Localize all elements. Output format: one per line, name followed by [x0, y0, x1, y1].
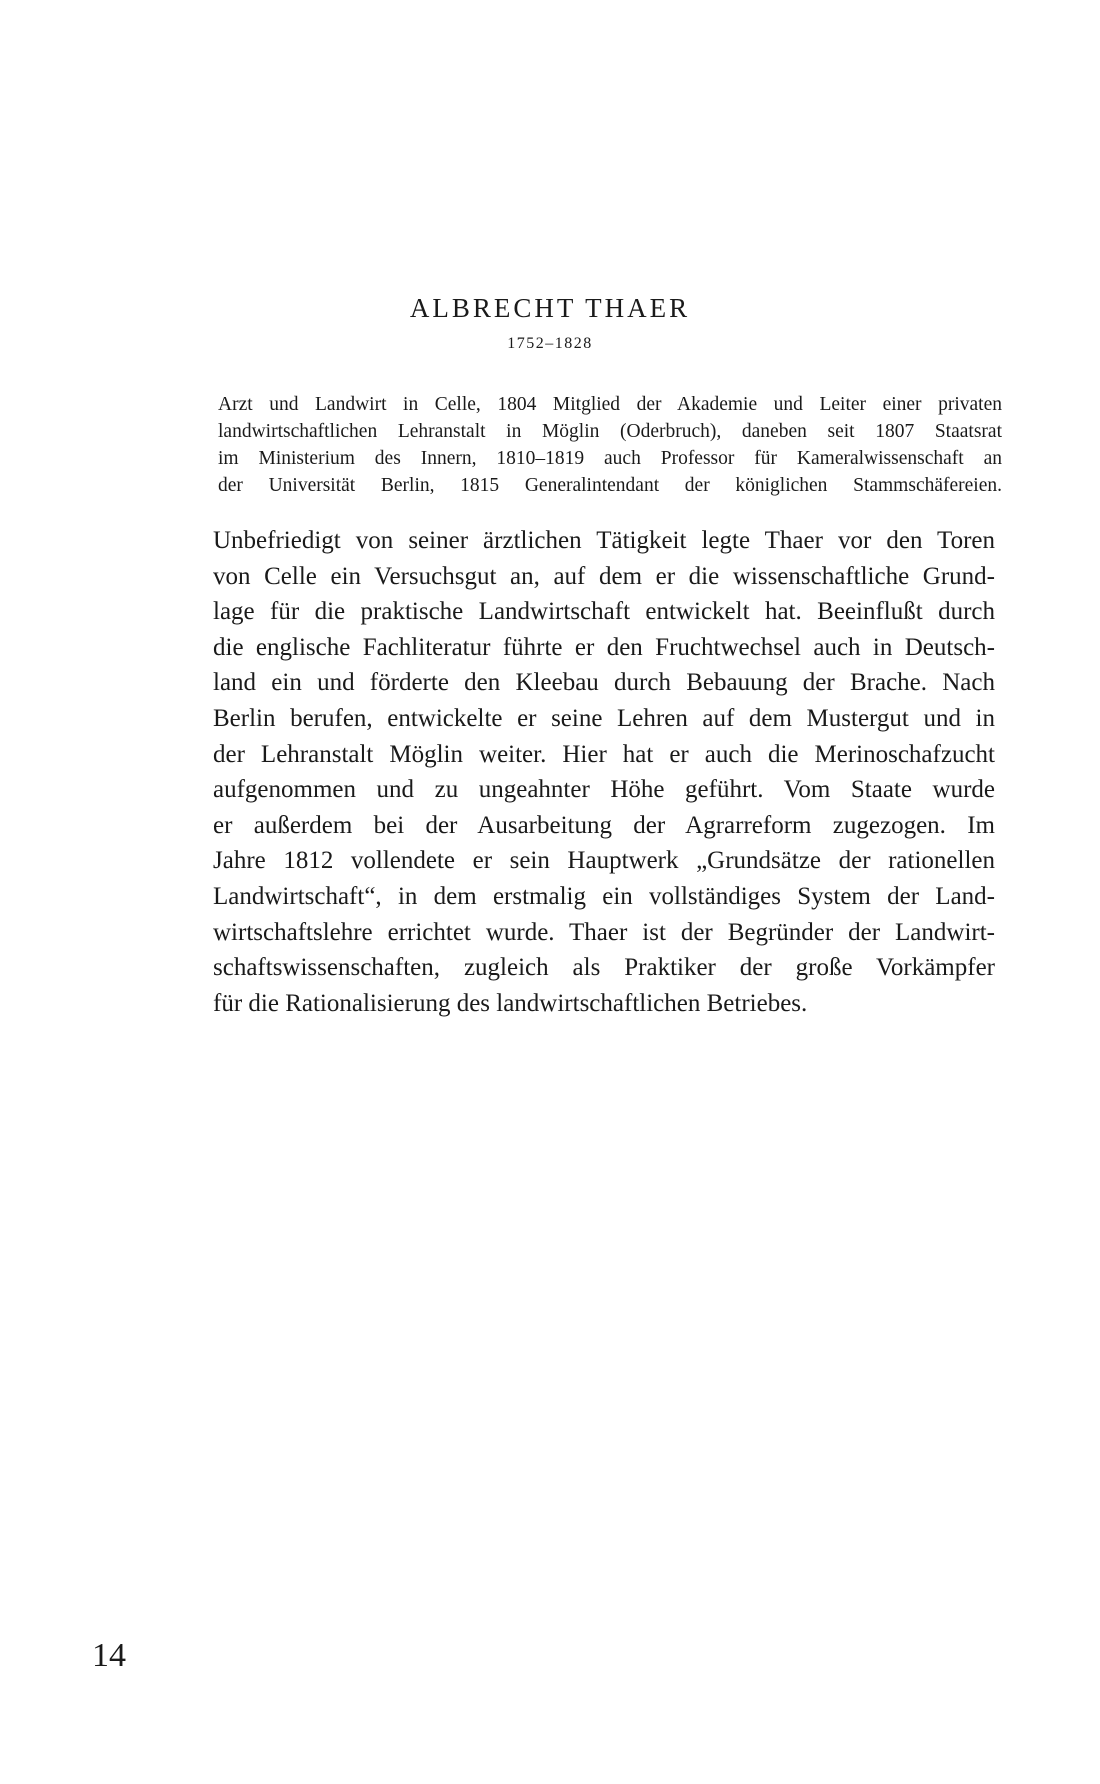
biographical-summary: [218, 391, 1002, 499]
body-line: für die Rationalisierung des landwirtschaftlichen Betriebes.: [213, 989, 808, 1017]
page-number: 14: [92, 1637, 126, 1674]
lifespan-dates: 1752–1828: [507, 335, 593, 352]
body-paragraph: [213, 523, 995, 1021]
body-line: die englische Fachliteratur führte er den Fruchtwechsel auch in Deutsch-: [213, 633, 995, 661]
body-line: Unbefriedigt von seiner ärztlichen Tätigkeit legte Thaer vor den Toren: [213, 527, 995, 554]
summary-line: landwirtschaftlichen Lehranstalt in Möglin (Oderbruch), daneben seit 1807 Staatsrat: [218, 421, 1002, 442]
body-line: Jahre 1812 vollendete er sein Hauptwerk „Grundsätze der rationellen: [213, 847, 995, 875]
body-line: er außerdem bei der Ausarbeitung der Agrarreform zugezogen. Im: [213, 811, 995, 839]
body-line: der Lehranstalt Möglin weiter. Hier hat er auch die Merinoschafzucht: [213, 740, 995, 768]
body-line: Berlin berufen, entwickelte er seine Lehren auf dem Mustergut und in: [213, 704, 995, 732]
body-line: schaftswissenschaften, zugleich als Praktiker der große Vorkämpfer: [213, 954, 995, 982]
page-title: ALBRECHT THAER: [409, 293, 691, 323]
body-line: lage für die praktische Landwirtschaft entwickelt hat. Beeinflußt durch: [213, 598, 995, 626]
body-line: land ein und förderte den Kleebau durch Bebauung der Brache. Nach: [213, 669, 995, 697]
body-line: von Celle ein Versuchsgut an, auf dem er die wissenschaftliche Grund-: [213, 562, 995, 590]
body-line: Landwirtschaft“, in dem erstmalig ein vollständiges System der Land-: [213, 882, 995, 910]
body-line: wirtschaftslehre errichtet wurde. Thaer ist der Begründer der Landwirt-: [213, 918, 995, 946]
summary-line: der Universität Berlin, 1815 Generalintendant der königlichen Stammschäfereien.: [218, 475, 1002, 496]
summary-line: Arzt und Landwirt in Celle, 1804 Mitglied der Akademie und Leiter einer privaten: [218, 394, 1002, 415]
summary-line: im Ministerium des Innern, 1810–1819 auch Professor für Kameralwissenschaft an: [218, 448, 1002, 469]
body-line: aufgenommen und zu ungeahnter Höhe geführt. Vom Staate wurde: [213, 776, 995, 804]
